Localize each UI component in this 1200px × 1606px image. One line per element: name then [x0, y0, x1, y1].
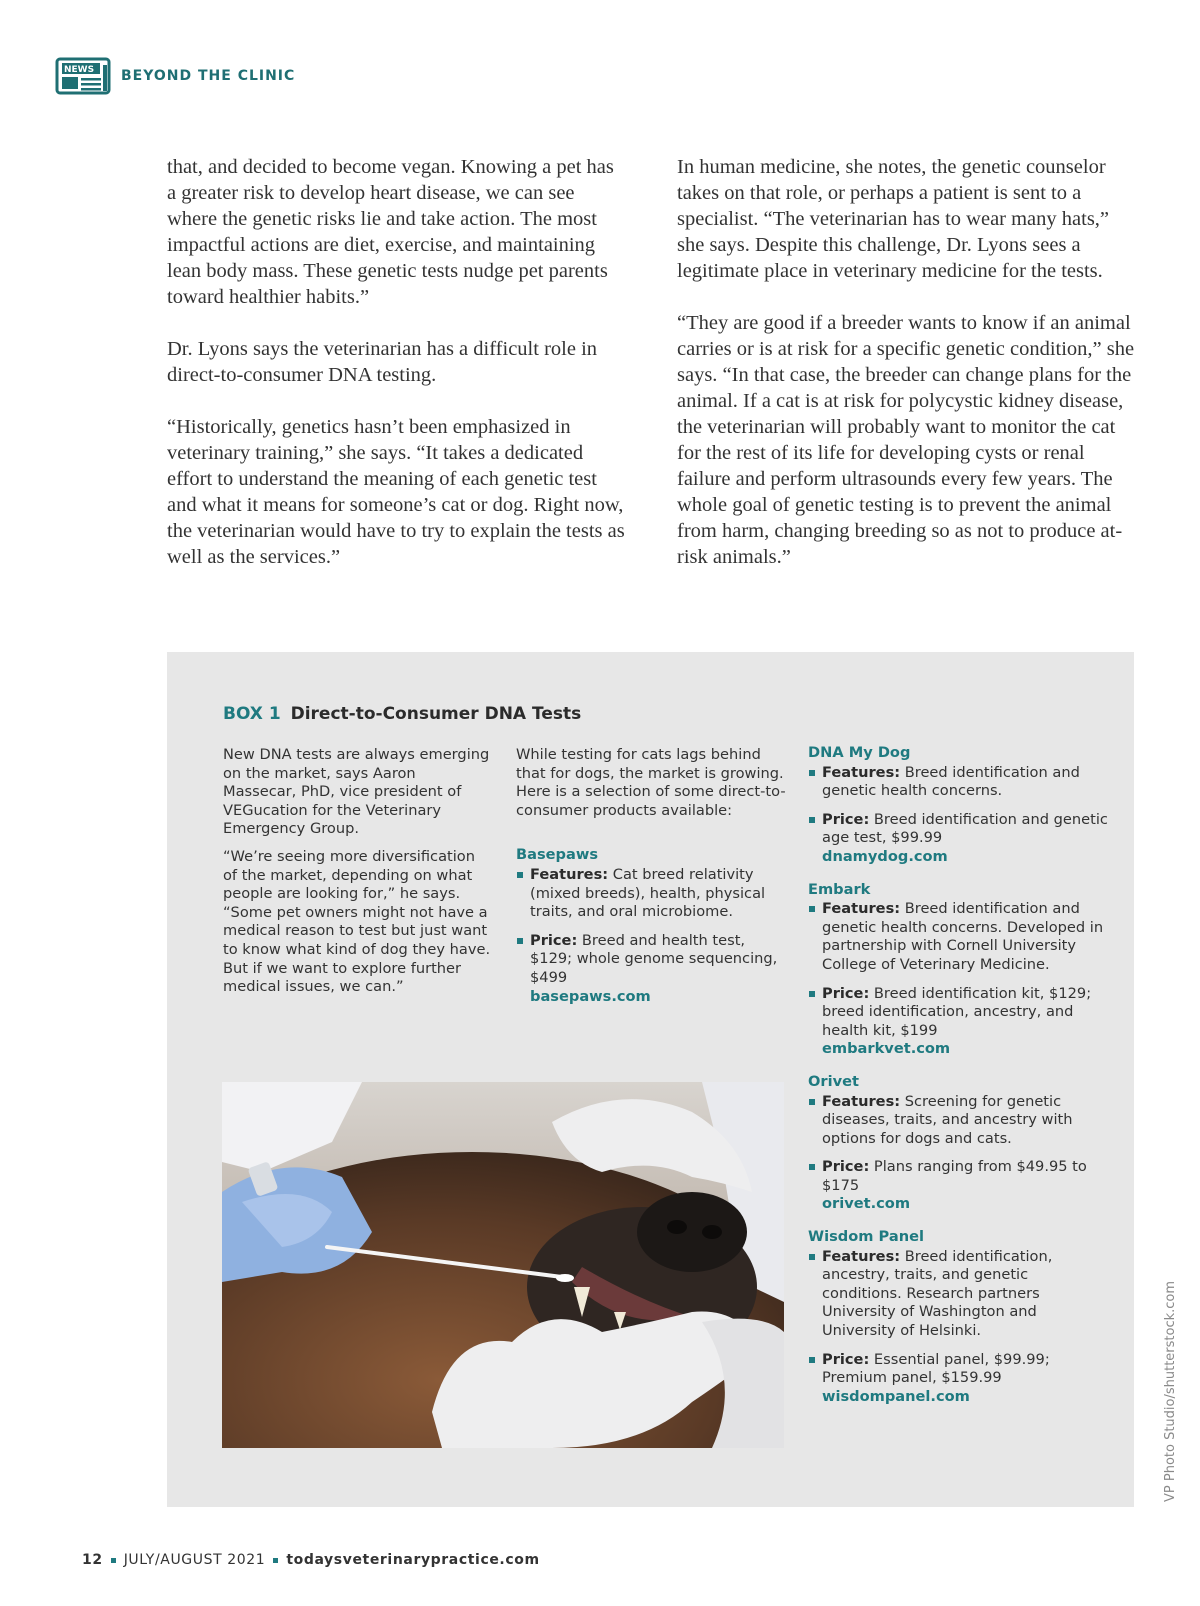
issue-date: JULY/AUGUST 2021: [123, 1552, 266, 1568]
box-label: BOX 1: [223, 704, 281, 724]
features-label: Features:: [822, 1092, 901, 1110]
product-price: [808, 985, 1108, 1059]
product-link[interactable]: wisdompanel.com: [822, 1387, 970, 1405]
article-paragraph: In human medicine, she notes, the genetic counselor takes on that role, or perhaps a patient is sent to a specialist. “The veterinarian has to wear many hats,” she says. Despite this challenge, Dr. Lyons sees a legitimate place in veterinary medicine for the tests.: [677, 156, 1110, 282]
article-paragraph: “Historically, genetics hasn’t been emphasized in veterinary training,” she says. “It takes a dedicated effort to understand the meaning of each genetic test and what it means for someone’s cat or dog. Right now, the veterinarian would have to try to explain the tests as well as the services.”: [167, 416, 625, 568]
box-column-intro: [223, 746, 493, 1006]
photo-credit: VP Photo Studio/shutterstock.com: [1163, 1280, 1178, 1502]
box-heading: Direct-to-Consumer DNA Tests: [290, 704, 582, 724]
price-label: Price:: [822, 1158, 870, 1176]
product-name: Embark: [808, 880, 871, 898]
features-text: Breed identification and genetic health concerns.: [822, 763, 1080, 800]
features-label: Features:: [530, 865, 609, 883]
news-icon-text: NEWS: [64, 65, 95, 75]
box-column-right: [808, 744, 1108, 1420]
box-title: [223, 704, 581, 724]
product-features: [808, 1093, 1108, 1149]
article-column-left: [167, 154, 627, 596]
box-paragraph: While testing for cats lags behind that for dogs, the market is growing. Here is a selection of some direct-to-consumer products available:: [516, 746, 786, 819]
product-link[interactable]: dnamydog.com: [822, 847, 948, 865]
product-embark: [808, 881, 1108, 1059]
price-label: Price:: [530, 931, 578, 949]
features-label: Features:: [822, 763, 901, 781]
box-paragraph: New DNA tests are always emerging on the market, says Aaron Massecar, PhD, vice president of VEGucation for the Veterinary Emergency Group.: [223, 746, 490, 838]
features-text: Breed identification and genetic health concerns. Developed in partnership with Cornell University College of Veterinary Medicine.: [822, 900, 1104, 973]
section-label: BEYOND THE CLINIC: [121, 68, 296, 84]
site-link[interactable]: todaysveterinarypractice.com: [286, 1552, 540, 1568]
page-footer: [82, 1552, 540, 1568]
features-label: Features:: [822, 1247, 901, 1265]
product-basepaws: [516, 846, 786, 1006]
price-label: Price:: [822, 1350, 870, 1368]
separator-dot: [273, 1558, 278, 1563]
sidebar-box: [167, 652, 1134, 1507]
price-text: Plans ranging from $49.95 to $175: [822, 1158, 1087, 1194]
product-name: Basepaws: [516, 846, 599, 864]
product-dna-my-dog: [808, 744, 1108, 867]
product-name: DNA My Dog: [808, 744, 911, 761]
article-paragraph: “They are good if a breeder wants to know if an animal carries or is at risk for a specific genetic condition,” she says. “In that case, the breeder can change plans for the animal. If a cat is at risk for polycystic kidney disease, the veterinarian will probably want to monitor the cat for the rest of its life for developing cysts or renal failure and perform ultrasounds every few years. The whole goal of genetic testing is to prevent the animal from harm, changing breeding so as not to produce at-risk animals.”: [677, 312, 1135, 568]
product-price: [808, 811, 1108, 867]
product-name: Orivet: [808, 1072, 859, 1090]
product-features: [808, 764, 1108, 801]
features-label: Features:: [822, 900, 901, 918]
separator-dot: [111, 1558, 116, 1563]
price-text: Breed identification kit, $129; breed identification, ancestry, and health kit, $199: [822, 984, 1092, 1039]
article-paragraph: Dr. Lyons says the veterinarian has a difficult role in direct-to-consumer DNA testing.: [167, 338, 598, 386]
box-column-middle: [516, 746, 786, 1020]
price-text: Essential panel, $99.99; Premium panel, $159.99: [822, 1350, 1050, 1387]
article-paragraph: that, and decided to become vegan. Knowing a pet has a greater risk to develop heart disease, we can see where the genetic risks lie and take action. The most impactful actions are diet, exercise, and maintaining lean body mass. These genetic tests nudge pet parents toward healthier habits.”: [167, 156, 614, 308]
features-text: Cat breed relativity (mixed breeds), health, physical traits, and oral microbiome.: [530, 865, 766, 921]
price-label: Price:: [822, 810, 870, 828]
page-number: 12: [82, 1552, 103, 1568]
product-wisdom-panel: [808, 1228, 1108, 1406]
article-column-right: [677, 154, 1135, 596]
product-features: [516, 866, 786, 922]
features-text: Breed identification, ancestry, traits, and genetic conditions. Research partners University of Washington and University of Helsinki.: [822, 1247, 1053, 1340]
price-text: Breed and health test, $129; whole genome sequencing, $499: [530, 931, 778, 986]
product-price: [808, 1351, 1108, 1407]
product-price: [808, 1158, 1108, 1214]
product-features: [808, 1248, 1108, 1341]
box-paragraph: “We’re seeing more diversification of the market, depending on what people are looking for,” he says. “Some pet owners might not have a medical reason to test but just want to know what kind of dog they have. But if we want to explore further medical issues, we can.”: [223, 847, 491, 996]
product-name: Wisdom Panel: [808, 1228, 924, 1246]
product-link[interactable]: embarkvet.com: [822, 1040, 951, 1058]
product-link[interactable]: orivet.com: [822, 1195, 911, 1213]
price-label: Price:: [822, 984, 870, 1002]
price-text: Breed identification and genetic age test, $99.99: [822, 810, 1108, 847]
features-text: Screening for genetic diseases, traits, and ancestry with options for dogs and cats.: [822, 1092, 1073, 1147]
newspaper-icon: [55, 56, 111, 96]
dog-swab-illustration: [222, 1082, 784, 1448]
product-link[interactable]: basepaws.com: [530, 987, 651, 1005]
dog-swab-photo: [222, 1082, 784, 1448]
product-orivet: [808, 1073, 1108, 1214]
product-features: [808, 900, 1108, 974]
product-price: [516, 932, 786, 1006]
section-header: [55, 54, 295, 98]
